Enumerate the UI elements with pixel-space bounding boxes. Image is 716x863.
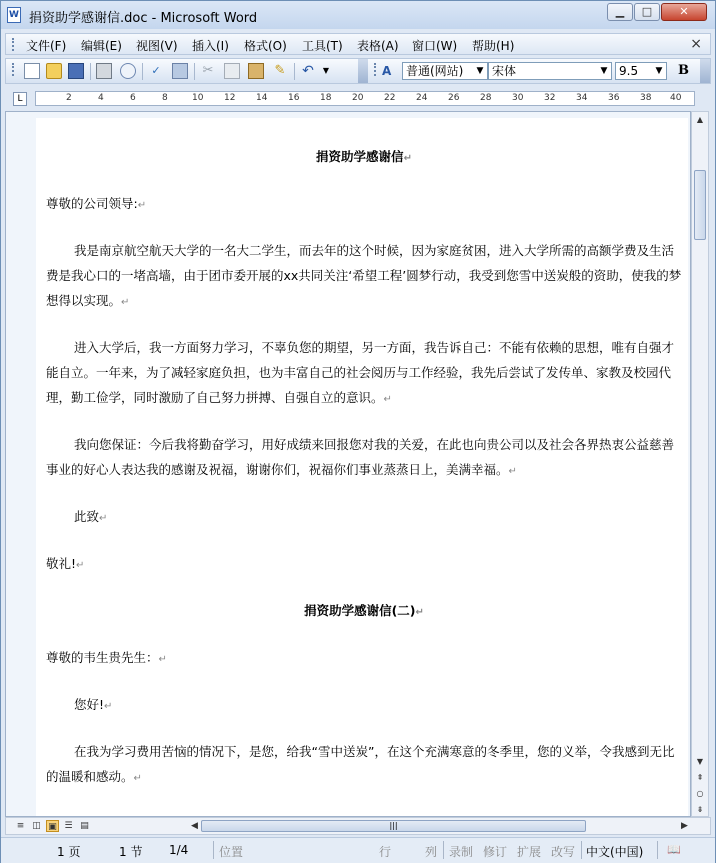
toolbar-overflow-button[interactable] <box>358 59 368 83</box>
ruler-mark: 10 <box>192 93 204 103</box>
status-page: 1 页 <box>57 845 81 859</box>
scroll-left-arrow-icon[interactable]: ◀ <box>191 821 198 831</box>
scroll-up-arrow-icon[interactable]: ▲ <box>696 115 704 124</box>
status-column: 列 <box>425 845 438 859</box>
document-page[interactable] <box>36 118 688 817</box>
vertical-scrollbar[interactable] <box>691 111 709 817</box>
undo-dropdown-icon[interactable]: ▼ <box>322 66 330 75</box>
toolbar-separator <box>194 63 195 80</box>
undo-icon[interactable]: ↶ <box>302 63 314 79</box>
reading-layout-view-icon[interactable]: ▤ <box>80 821 89 831</box>
copy-icon[interactable] <box>224 63 240 79</box>
format-toolbar-overflow-button[interactable] <box>700 59 710 83</box>
paragraph-2: 进入大学后，我一方面努力学习，不辜负您的期望，另一方面，我告诉自己：不能有依赖的思想，唯有自强才能自立。一年来，为了减轻家庭负担，也为丰富自己的社会阅历与工作经验，我先后尝试了发传单、家教及校园代理，勤工俭学，同时激励了自己努力拼搏、自强自立的意识。↵ <box>46 340 675 405</box>
word-app-icon[interactable]: W <box>7 7 21 23</box>
menu-help[interactable]: 帮助(H) <box>472 39 515 53</box>
menu-view[interactable]: 视图(V) <box>136 39 178 53</box>
ruler-row <box>5 89 711 109</box>
format-painter-icon[interactable]: ✎ <box>274 63 286 78</box>
paragraph-3: 我向您保证：今后我将勤奋学习，用好成绩来回报您对我的关爱，在此也向贵公司以及社会各界热衷公益慈善事业的好心人表达我的感谢及祝福，谢谢你们，祝福你们事业蒸蒸日上，美满幸福。↵ <box>46 437 675 477</box>
menu-tools[interactable]: 工具(T) <box>302 39 343 53</box>
font-combobox[interactable] <box>488 62 612 80</box>
paste-icon[interactable] <box>248 63 264 79</box>
close-window-button[interactable]: ✕ <box>661 3 707 21</box>
scroll-right-arrow-icon[interactable]: ▶ <box>681 821 688 831</box>
letter-title-1: 捐资助学感谢信↵ <box>316 149 412 164</box>
ruler-mark: 16 <box>288 93 300 103</box>
save-disk-icon[interactable] <box>68 63 84 79</box>
styles-formatting-icon[interactable]: A <box>382 64 392 78</box>
document-area[interactable] <box>5 111 691 817</box>
menu-insert[interactable]: 插入(I) <box>192 39 229 53</box>
research-icon[interactable] <box>172 63 188 79</box>
status-section: 1 节 <box>119 845 143 859</box>
menu-format[interactable]: 格式(O) <box>244 39 287 53</box>
ruler-mark: 36 <box>608 93 620 103</box>
ruler-mark: 34 <box>576 93 588 103</box>
font-size-value: 9.5 <box>619 64 639 78</box>
status-overtype[interactable]: 改写 <box>551 845 576 859</box>
ruler-mark: 28 <box>480 93 492 103</box>
print-icon[interactable] <box>96 63 112 79</box>
menu-edit[interactable]: 编辑(E) <box>81 39 122 53</box>
ruler-mark: 20 <box>352 93 364 103</box>
chevron-down-icon[interactable]: ▼ <box>476 66 484 76</box>
close-document-icon[interactable]: × <box>690 36 702 52</box>
print-preview-icon[interactable] <box>120 63 136 79</box>
status-separator <box>443 841 444 859</box>
status-position: 位置 <box>219 845 244 859</box>
window-title: 捐资助学感谢信.doc - Microsoft Word <box>29 11 258 26</box>
toolbar-separator <box>142 63 143 80</box>
ruler-mark: 18 <box>320 93 332 103</box>
vertical-scroll-thumb[interactable] <box>694 170 706 240</box>
toolbar-grip-handle[interactable] <box>12 63 17 76</box>
normal-view-icon[interactable]: ≡ <box>16 821 25 831</box>
chevron-down-icon[interactable]: ▼ <box>600 66 608 76</box>
status-bar <box>1 837 715 863</box>
ruler-mark: 38 <box>640 93 652 103</box>
salutation-1: 尊敬的公司领导:↵ <box>46 196 147 211</box>
spelling-status-book-icon[interactable]: 📖 <box>667 843 681 856</box>
menu-bar <box>5 33 711 55</box>
status-separator <box>213 841 214 859</box>
ruler-mark: 32 <box>544 93 556 103</box>
horizontal-ruler[interactable] <box>35 91 695 106</box>
closing-salutation: 此致↵ <box>74 509 108 524</box>
menu-table[interactable]: 表格(A) <box>357 39 399 53</box>
status-track-changes[interactable]: 修订 <box>483 845 508 859</box>
closing-respect: 敬礼!↵ <box>46 556 85 571</box>
style-value: 普通(网站) <box>406 64 464 78</box>
web-layout-view-icon[interactable]: ◫ <box>32 821 41 831</box>
scroll-down-arrow-icon[interactable]: ▼ <box>696 757 704 766</box>
new-document-icon[interactable] <box>24 63 40 79</box>
open-folder-icon[interactable] <box>46 63 62 79</box>
status-separator <box>657 841 658 859</box>
status-language[interactable]: 中文(中国) <box>586 845 644 859</box>
spelling-check-icon[interactable]: ✓ <box>151 64 161 77</box>
ruler-mark: 4 <box>98 93 104 103</box>
document-body[interactable] <box>46 118 682 817</box>
style-combobox[interactable] <box>402 62 488 80</box>
maximize-button[interactable]: □ <box>634 3 660 21</box>
cut-scissors-icon[interactable]: ✂ <box>202 63 214 78</box>
letter-title-2: 捐资助学感谢信(二)↵ <box>304 603 424 618</box>
status-record-macro[interactable]: 录制 <box>449 845 474 859</box>
menu-file[interactable]: 文件(F) <box>26 39 67 53</box>
greeting-2: 您好!↵ <box>74 697 113 712</box>
ruler-mark: 2 <box>66 93 72 103</box>
ruler-mark: 6 <box>130 93 136 103</box>
menu-grip-handle[interactable] <box>12 38 17 51</box>
toolbar-separator <box>90 63 91 80</box>
horizontal-scrollbar[interactable] <box>5 817 711 835</box>
standard-toolbar <box>5 58 711 84</box>
status-page-of: 1/4 <box>169 843 189 857</box>
bold-button[interactable]: B <box>678 63 689 78</box>
status-line: 行 <box>379 845 392 859</box>
ruler-mark: 12 <box>224 93 236 103</box>
ruler-mark: 40 <box>670 93 682 103</box>
paragraph-4: 在我为学习费用苦恼的情况下，是您，给我“雪中送炭”，在这个充满寒意的冬季里，您的义举，令我感到无比的温暖和感动。↵ <box>46 744 675 784</box>
font-size-combobox[interactable] <box>615 62 667 80</box>
paragraph-1: 我是南京航空航天大学的一名大二学生，而去年的这个时候，因为家庭贫困，进入大学所需的高额学费及生活费是我心口的一堵高墙，由于团市委开展的xx共同关注‘希望工程’圆梦行动，我受到您雪中送炭般的资助，使我的梦想得以实现。↵ <box>46 243 682 308</box>
ruler-mark: 26 <box>448 93 460 103</box>
ruler-mark: 22 <box>384 93 396 103</box>
tab-stop-selector[interactable]: L <box>13 92 27 106</box>
next-page-icon[interactable]: ⇟ <box>696 805 704 814</box>
format-toolbar-grip-handle[interactable] <box>374 63 379 76</box>
previous-page-icon[interactable]: ⇞ <box>696 773 704 782</box>
menu-window[interactable]: 窗口(W) <box>412 39 458 53</box>
print-layout-view-icon[interactable]: ▣ <box>46 820 59 832</box>
ruler-mark: 30 <box>512 93 524 103</box>
font-value: 宋体 <box>492 64 517 78</box>
minimize-button[interactable]: ▁ <box>607 3 633 21</box>
select-browse-object-icon[interactable]: ○ <box>696 789 704 798</box>
title-bar <box>1 1 715 29</box>
ruler-mark: 24 <box>416 93 428 103</box>
status-extend-selection[interactable]: 扩展 <box>517 845 542 859</box>
chevron-down-icon[interactable]: ▼ <box>655 66 663 76</box>
horizontal-scroll-thumb[interactable]: ||| <box>201 820 586 832</box>
outline-view-icon[interactable]: ☰ <box>64 821 73 831</box>
ruler-mark: 8 <box>162 93 168 103</box>
status-separator <box>581 841 582 859</box>
toolbar-separator <box>294 63 295 80</box>
salutation-2: 尊敬的韦生贵先生：↵ <box>46 650 167 665</box>
ruler-mark: 14 <box>256 93 268 103</box>
